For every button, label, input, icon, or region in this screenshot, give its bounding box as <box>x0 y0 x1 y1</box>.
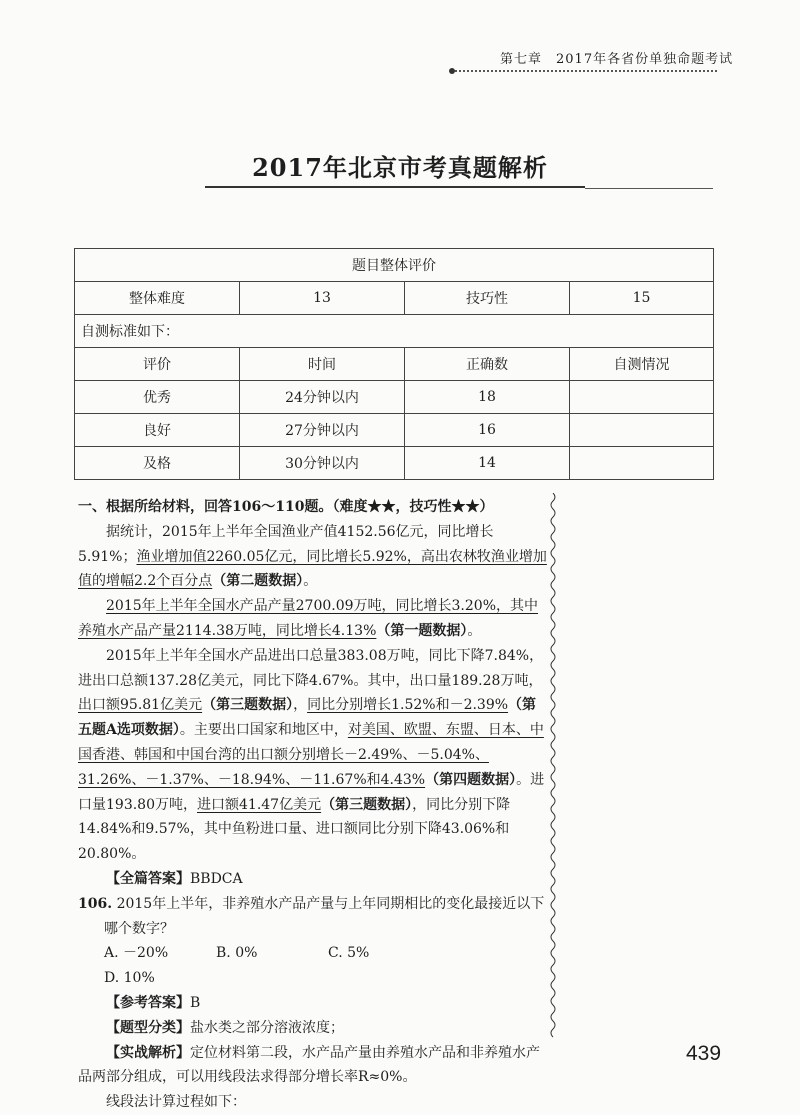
time-cell: 30分钟以内 <box>240 447 405 480</box>
p3-note: （第五题A选项数据） <box>78 697 537 739</box>
standard-label: 自测标准如下： <box>75 315 714 348</box>
correct-cell: 18 <box>405 381 570 414</box>
full-answer-value: BBDCA <box>190 870 243 887</box>
skill-value: 15 <box>570 282 714 315</box>
reference-answer <box>78 991 548 1016</box>
correct-cell: 14 <box>405 447 570 480</box>
p3-text: ，同比分别下降14.84%和9.57%，其中鱼粉进口量、进口额同比分别下降43.06%和20.80%。 <box>78 796 511 863</box>
option-d: D. 10% <box>104 970 155 987</box>
grade-cell: 良好 <box>75 414 240 447</box>
self-check-cell <box>570 447 714 480</box>
p3-note: （第三题数据） <box>202 697 294 714</box>
p3-note: （第三题数据） <box>321 796 413 813</box>
p3-text: 2015年上半年全国水产品进出口总量383.08万吨，同比下降7.84%，进出口总额137.28亿美元，同比下降4.67%。其中，出口量189.28万吨， <box>78 647 544 689</box>
table-header-row <box>75 348 714 381</box>
skill-label: 技巧性 <box>405 282 570 315</box>
table-row <box>75 381 714 414</box>
time-cell: 27分钟以内 <box>240 414 405 447</box>
p1-text: 据统计，2015年上半年全国渔业产值4152.56亿元，同比增长5.91%； <box>78 523 494 565</box>
table-row <box>75 447 714 480</box>
p2-underlined: 2015年上半年全国水产品产量2700.09万吨，同比增长3.20%，其中养殖水产品产量2114.38万吨，同比增长4.13% <box>78 598 538 639</box>
page-number: 439 <box>686 1042 722 1065</box>
option-a: A. －20% <box>104 945 169 962</box>
header-dotted-rule <box>455 70 717 72</box>
p3-text: 。进口量193.80万吨， <box>78 771 545 813</box>
title-rule-thin <box>585 188 713 189</box>
time-cell: 24分钟以内 <box>240 381 405 414</box>
table-row <box>75 414 714 447</box>
p1-end: 。 <box>303 573 318 590</box>
section-heading: 一、根据所给材料，回答106～110题。（难度★★，技巧性★★） <box>78 499 494 515</box>
analysis <box>78 1041 548 1091</box>
option-c: C. 5% <box>328 945 370 962</box>
question-options <box>78 941 548 991</box>
method-line: 线段法计算过程如下： <box>106 1094 246 1111</box>
column-header: 正确数 <box>405 348 570 381</box>
p3-text: 。主要出口国家和地区中， <box>179 722 348 739</box>
full-answer <box>78 867 548 892</box>
reference-answer-value: B <box>190 994 201 1011</box>
p3-text: ， <box>293 697 308 714</box>
column-header: 自测情况 <box>570 348 714 381</box>
self-check-cell <box>570 381 714 414</box>
wavy-divider <box>548 493 558 1038</box>
column-header: 时间 <box>240 348 405 381</box>
p2-note: （第一题数据） <box>376 622 468 639</box>
paragraph-1 <box>78 520 548 594</box>
p3-underlined: 进口额41.47亿美元 <box>197 796 322 813</box>
question-content <box>78 495 548 1115</box>
p3-underlined: 对美国、欧盟、东盟、日本、中国香港、韩国和中国台湾的出口额分别增长－2.49%、－5.04%、31.26%、－1.37%、－18.94%、－11.67%和4.43% <box>78 722 544 788</box>
self-check-cell <box>570 414 714 447</box>
analysis-label: 【实战解析】 <box>106 1044 190 1061</box>
question-type <box>78 1016 548 1041</box>
difficulty-value: 13 <box>240 282 405 315</box>
correct-cell: 16 <box>405 414 570 447</box>
column-header: 评价 <box>75 348 240 381</box>
title-rule <box>205 186 585 188</box>
reference-answer-label: 【参考答案】 <box>106 994 190 1011</box>
chapter-header: 第七章 2017年各省份单独命题考试 <box>500 52 734 67</box>
p3-underlined: 同比分别增长1.52%和－2.39% <box>307 697 509 714</box>
option-b: B. 0% <box>216 945 258 962</box>
difficulty-label: 整体难度 <box>75 282 240 315</box>
p3-underlined: 出口额95.81亿美元 <box>78 697 203 714</box>
p2-end: 。 <box>467 622 482 639</box>
p3-note: （第四题数据） <box>425 771 517 788</box>
grade-cell: 及格 <box>75 447 240 480</box>
question-type-value: 盐水类之部分溶液浓度； <box>190 1019 344 1036</box>
analysis-text: 定位材料第二段，水产品产量由养殖水产品和非养殖水产品两部分组成，可以用线段法求得部分增长率R≈0%。 <box>78 1044 540 1086</box>
question-stem: 2015年上半年，非养殖水产品产量与上年同期相比的变化最接近以下哪个数字？ <box>104 895 545 937</box>
question-106 <box>78 892 548 942</box>
evaluation-table <box>74 248 714 480</box>
grade-cell: 优秀 <box>75 381 240 414</box>
p1-underlined: 渔业增加值2260.05亿元，同比增长5.92%，高出农林牧渔业增加值的增幅2.2个百分点 <box>78 548 547 590</box>
question-number: 106. <box>78 895 113 912</box>
paragraph-2 <box>78 594 548 644</box>
table-caption: 题目整体评价 <box>75 249 714 282</box>
paragraph-3 <box>78 644 548 867</box>
full-answer-label: 【全篇答案】 <box>106 870 190 887</box>
p1-note: （第二题数据） <box>212 573 304 590</box>
page-title: 2017年北京市考真题解析 <box>252 153 548 182</box>
question-type-label: 【题型分类】 <box>106 1019 190 1036</box>
